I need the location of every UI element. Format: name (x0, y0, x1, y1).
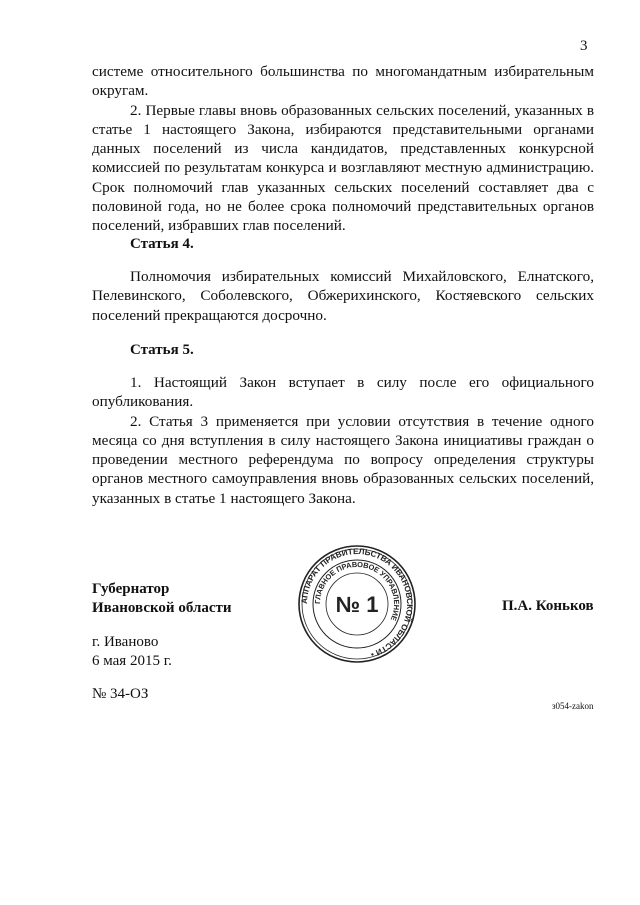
paragraph-article5-clause2: 2. Статья 3 применяется при условии отсутствия в течение одного месяца со дня вступления в силу настоящего Закона инициативы граждан о проведении местного референдума по вопросу определения структуры органов местного самоуправления вновь образованных сельских поселений, указанных в статье 1 настоящего Закона. (92, 412, 594, 507)
signing-date: 6 мая 2015 г. (92, 653, 172, 669)
signature-title-line2: Ивановской области (92, 600, 232, 616)
signing-place-date (92, 633, 172, 671)
official-seal (297, 544, 417, 664)
paragraph-article4: Полномочия избирательных комиссий Михайловского, Елнатского, Пелевинского, Соболевского, Обжерихинского, Костяевского сельских поселений прекращаются досрочно. (92, 268, 594, 324)
paragraph-article3-end: системе относительного большинства по многомандатным избирательным округам. (92, 63, 594, 100)
article-5-heading: Статья 5. (130, 342, 194, 358)
law-number: № 34-ОЗ (92, 686, 149, 702)
seal-inner-text: ГЛАВНОЕ ПРАВОВОЕ УПРАВЛЕНИЕ (312, 559, 402, 623)
page-number: 3 (580, 38, 588, 54)
signing-city: г. Иваново (92, 634, 159, 650)
body-text-top (92, 62, 594, 236)
paragraph-article5-clause1: 1. Настоящий Закон вступает в силу после его официального опубликования. (92, 374, 594, 411)
body-text-article4 (92, 267, 594, 325)
signature-title-line1: Губернатор (92, 581, 170, 597)
seal-outer-text: АППАРАТ ПРАВИТЕЛЬСТВА ИВАНОВСКОЙ ОБЛАСТИ • (299, 546, 415, 659)
paragraph-article3-clause2: 2. Первые главы вновь образованных сельских поселений, указанных в статье 1 настоящего Закона, избираются представительными органами данных поселений из числа кандидатов, представленных конкурсной комиссией по результатам конкурса и возглавляют местную администрацию. Срок полномочий глав указанных сельских поселений составляет два с половиной года, но не более срока полномочий представительных органов поселений, избравших глав поселений. (92, 101, 594, 235)
seal-number: № 1 (335, 592, 379, 617)
signatory-name: П.А. Коньков (502, 598, 594, 614)
file-code: з054-zakon (552, 701, 594, 711)
body-text-article5 (92, 373, 594, 508)
article-4-heading: Статья 4. (130, 236, 194, 252)
signature-title (92, 580, 232, 618)
